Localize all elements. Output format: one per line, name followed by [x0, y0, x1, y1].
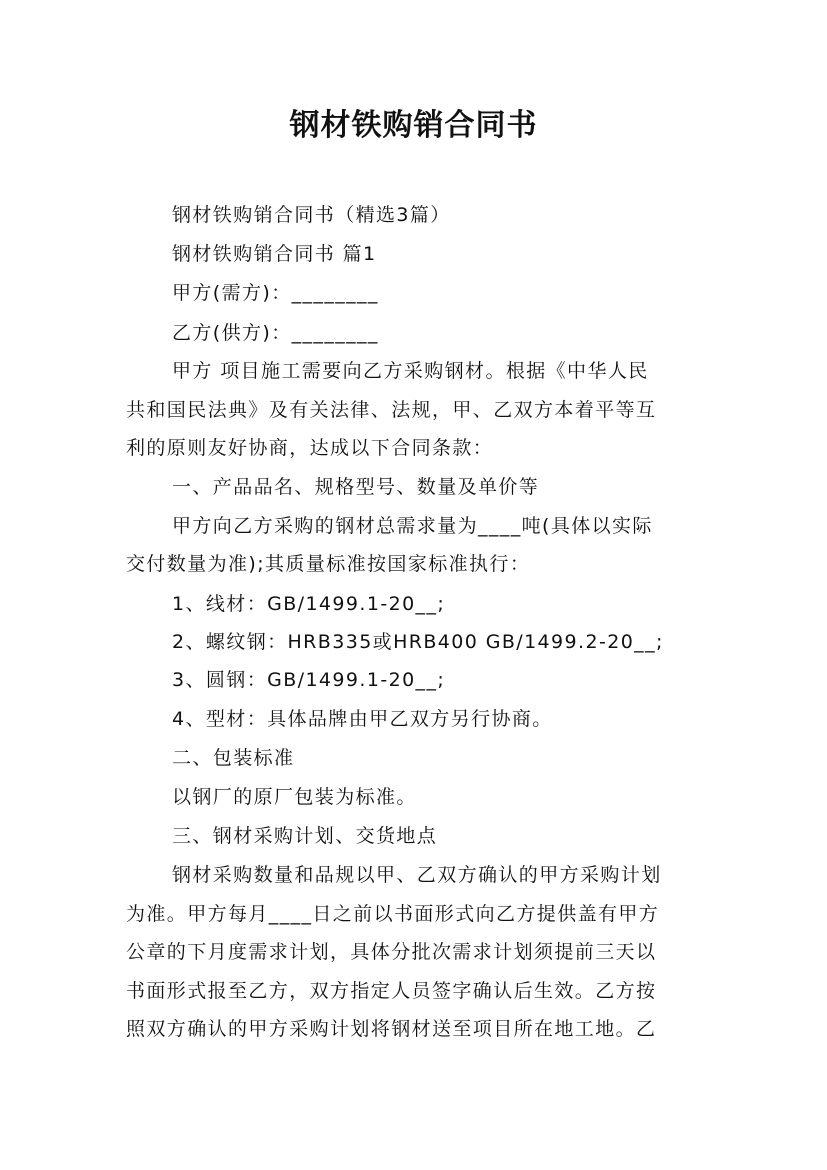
paragraph-line: 书面形式报至乙方，双方指定人员签字确认后生效。乙方按 — [126, 980, 657, 1002]
document-title: 钢材铁购销合同书 — [289, 108, 538, 143]
paragraph-line: 交付数量为准);其质量标准按国家标准执行： — [126, 553, 531, 575]
list-item: 2、螺纹钢：HRB335或HRB400 GB/1499.2-20__; — [172, 631, 664, 653]
paragraph-line: 甲方向乙方采购的钢材总需求量为____吨(具体以实际 — [172, 515, 653, 537]
clause-heading: 三、钢材采购计划、交货地点 — [172, 825, 438, 847]
clause-heading: 二、包装标准 — [172, 747, 295, 769]
paragraph-line: 钢材采购数量和品规以甲、乙双方确认的甲方采购计划 — [172, 864, 662, 886]
list-item: 3、圆钢：GB/1499.1-20__; — [172, 669, 446, 691]
paragraph-line: 公章的下月度需求计划，具体分批次需求计划须提前三天以 — [126, 941, 657, 963]
subtitle-line: 钢材铁购销合同书（精选3篇） — [172, 204, 451, 226]
list-item: 4、型材：具体品牌由甲乙双方另行协商。 — [172, 708, 553, 730]
list-item: 1、线材：GB/1499.1-20__; — [172, 593, 446, 615]
paragraph-line: 照双方确认的甲方采购计划将钢材送至项目所在地工地。乙 — [126, 1018, 657, 1040]
paragraph-line: 甲方 项目施工需要向乙方采购钢材。根据《中华人民 — [172, 360, 649, 382]
paragraph-line: 利的原则友好协商，达成以下合同条款： — [126, 437, 494, 459]
clause-heading: 一、产品品名、规格型号、数量及单价等 — [172, 476, 540, 498]
party-a-line: 甲方(需方)：________ — [172, 282, 379, 304]
section-heading-line: 钢材铁购销合同书 篇1 — [172, 243, 377, 265]
paragraph-line: 共和国民法典》及有关法律、法规，甲、乙双方本着平等互 — [126, 399, 657, 421]
paragraph-line: 为准。甲方每月____日之前以书面形式向乙方提供盖有甲方 — [126, 903, 660, 925]
party-b-line: 乙方(供方)：________ — [172, 322, 379, 344]
paragraph-line: 以钢厂的原厂包装为标准。 — [172, 786, 417, 808]
